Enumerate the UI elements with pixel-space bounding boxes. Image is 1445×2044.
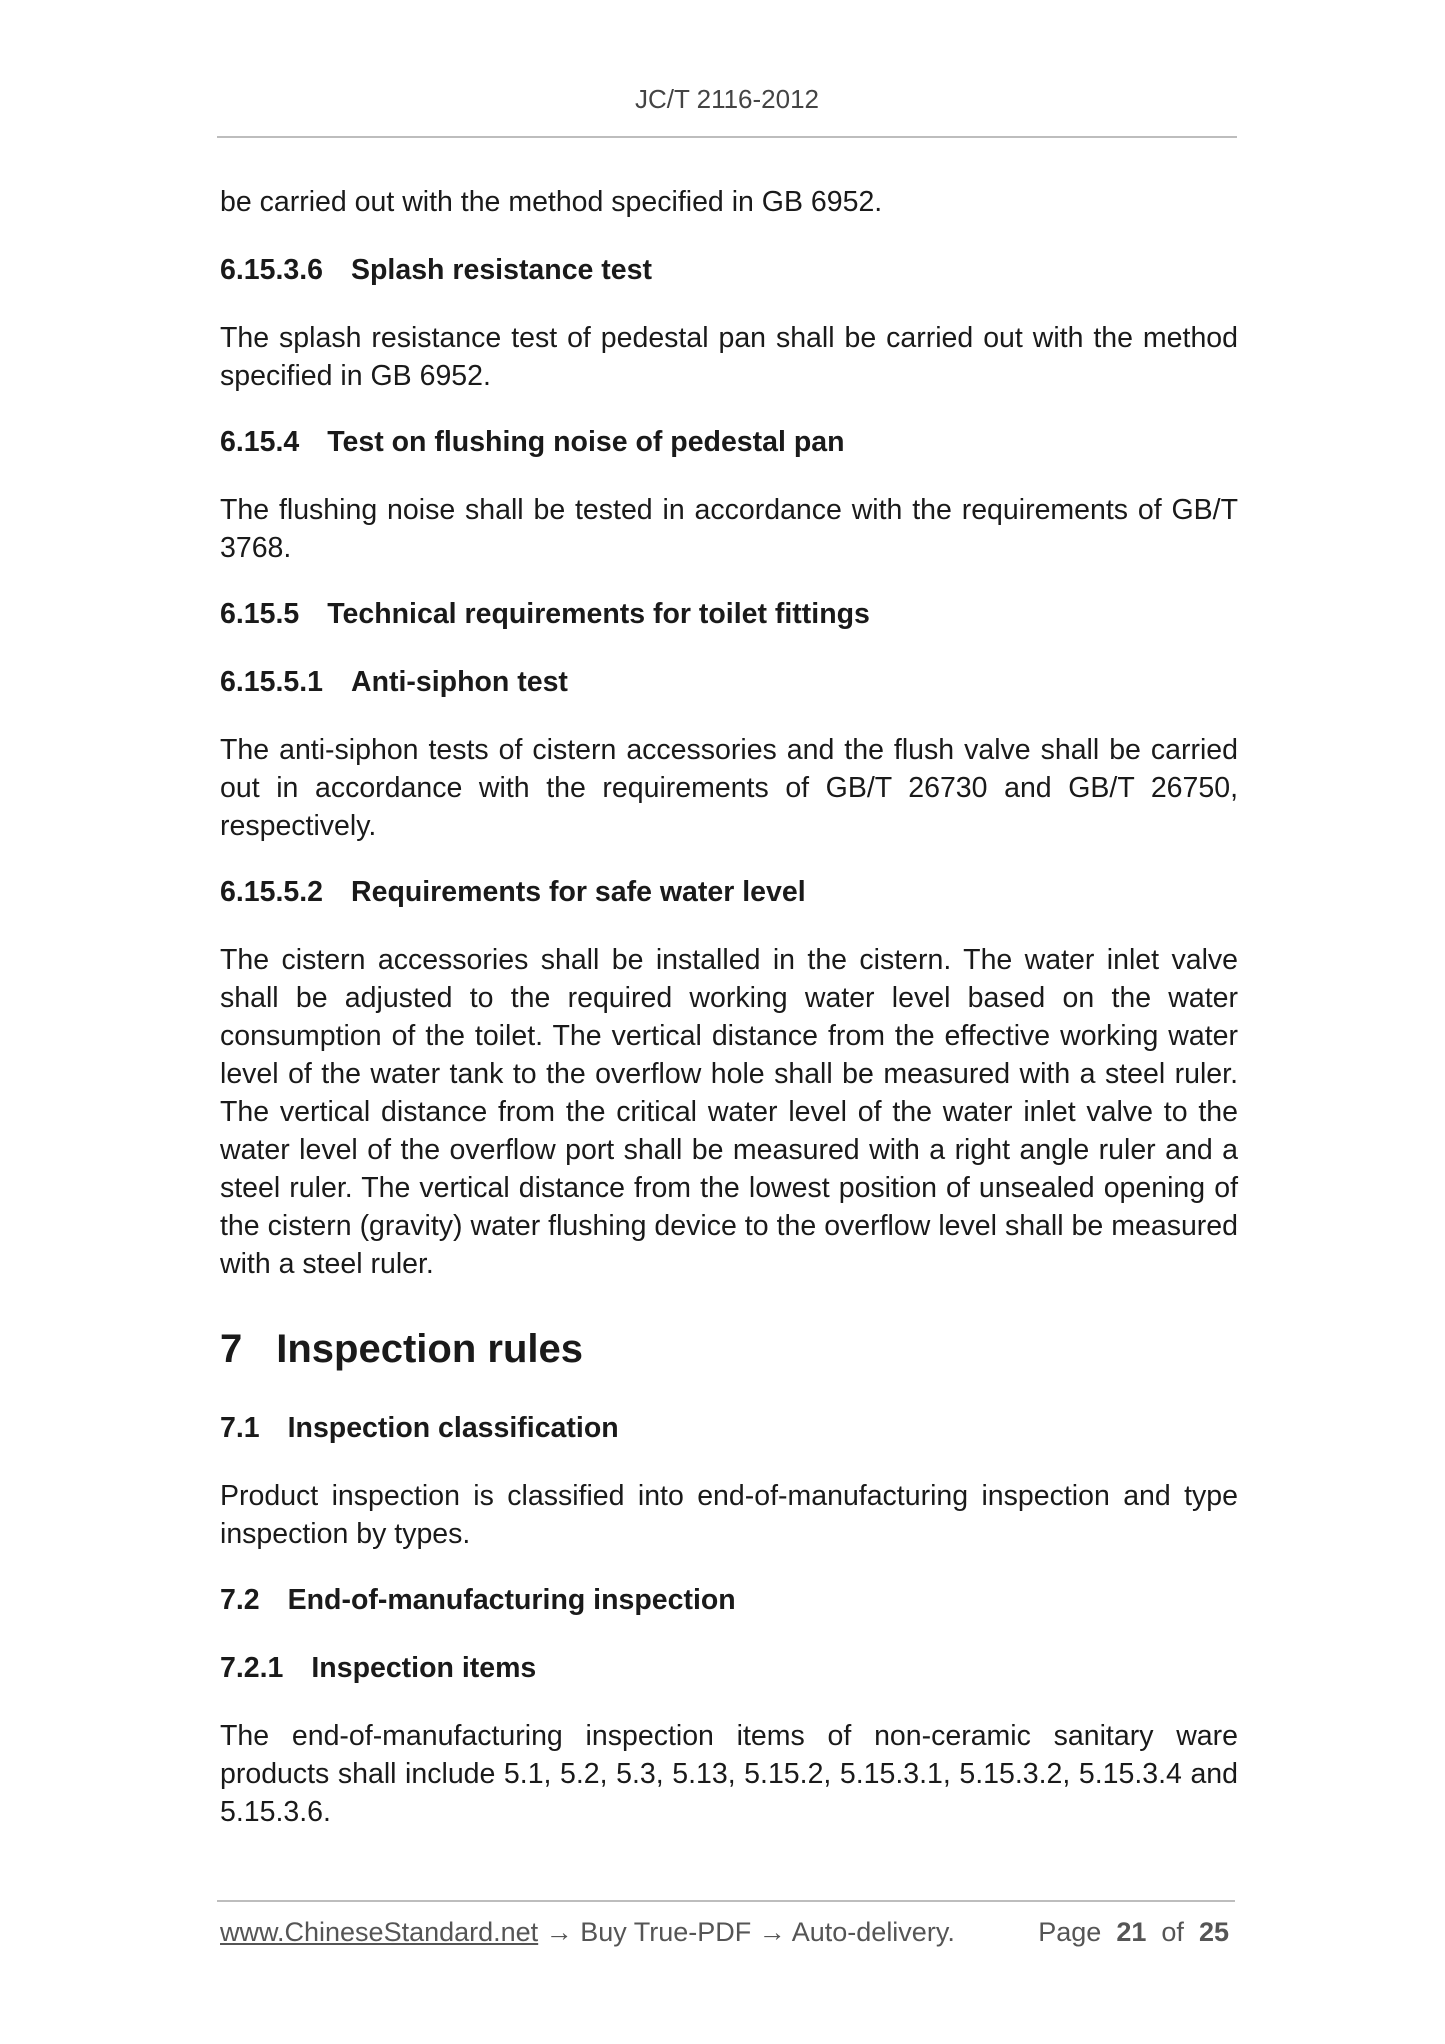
section-number: 7.2 (220, 1584, 260, 1616)
header-divider (217, 136, 1237, 138)
paragraph: The splash resistance test of pedestal pan shall be carried out with the method specified in GB 6952. (220, 322, 1238, 392)
paragraph: The anti-siphon tests of cistern accessories and the flush valve shall be carried out in accordance with the requirements of GB/T 26730 and GB/T 26750, respectively. (220, 734, 1238, 842)
section-heading (220, 873, 1238, 911)
footer-tagline: → Buy True-PDF → Auto-delivery. (538, 1917, 955, 1947)
footer-divider (217, 1900, 1235, 1902)
section-title: Requirements for safe water level (351, 876, 806, 908)
section-title: Inspection classification (287, 1412, 619, 1444)
section-heading (220, 595, 1238, 633)
paragraph: The flushing noise shall be tested in accordance with the requirements of GB/T 3768. (220, 494, 1238, 564)
section-heading (220, 251, 1238, 289)
section-title: Test on flushing noise of pedestal pan (327, 426, 845, 458)
footer-promo (220, 1917, 955, 1948)
section-number: 6.15.5 (220, 598, 300, 630)
section-heading (220, 1581, 1238, 1619)
page-label: Page (1038, 1917, 1102, 1947)
paragraph: The end-of-manufacturing inspection items of non-ceramic sanitary ware products shall include 5.1, 5.2, 5.3, 5.13, 5.15.2, 5.15.3.1, 5.15.3.2, 5.15.3.4 and 5.15.3.6. (220, 1720, 1238, 1828)
page-indicator (1038, 1917, 1229, 1948)
section-heading (220, 423, 1238, 461)
chapter-number: 7 (220, 1327, 243, 1371)
section-number: 7.2.1 (220, 1652, 284, 1684)
paragraph: be carried out with the method specified in GB 6952. (220, 186, 883, 218)
section-heading (220, 663, 1238, 701)
section-number: 6.15.4 (220, 426, 300, 458)
page-content (220, 180, 1238, 1831)
of-label: of (1161, 1917, 1184, 1947)
paragraph: The cistern accessories shall be installed in the cistern. The water inlet valve shall be adjusted to the required working water level based on the water consumption of the toilet. The vertical distance from the effective working water level of the water tank to the overflow hole shall be measured with a steel ruler. The vertical distance from the critical water level of the water inlet valve to the water level of the overflow port shall be measured with a right angle ruler and a steel ruler. The vertical distance from the lowest position of unsealed opening of the cistern (gravity) water flushing device to the overflow level shall be measured with a steel ruler. (220, 944, 1238, 1280)
section-number: 6.15.5.1 (220, 666, 324, 698)
site-link[interactable]: www.ChineseStandard.net (220, 1917, 539, 1947)
section-number: 6.15.3.6 (220, 254, 324, 286)
section-title: End-of-manufacturing inspection (287, 1584, 736, 1616)
page-number: 21 (1116, 1917, 1147, 1947)
section-number: 6.15.5.2 (220, 876, 324, 908)
section-title: Inspection items (311, 1652, 537, 1684)
chapter-heading (220, 1325, 1238, 1373)
section-title: Technical requirements for toilet fittings (327, 598, 870, 630)
section-title: Anti-siphon test (351, 666, 568, 698)
chapter-title: Inspection rules (276, 1327, 583, 1371)
page-total: 25 (1198, 1917, 1229, 1947)
section-number: 7.1 (220, 1412, 260, 1444)
running-header: JC/T 2116-2012 (634, 84, 820, 114)
section-title: Splash resistance test (351, 254, 652, 286)
paragraph: Product inspection is classified into end-of-manufacturing inspection and type inspection by types. (220, 1480, 1238, 1550)
section-heading (220, 1649, 1238, 1687)
section-heading (220, 1409, 1238, 1447)
